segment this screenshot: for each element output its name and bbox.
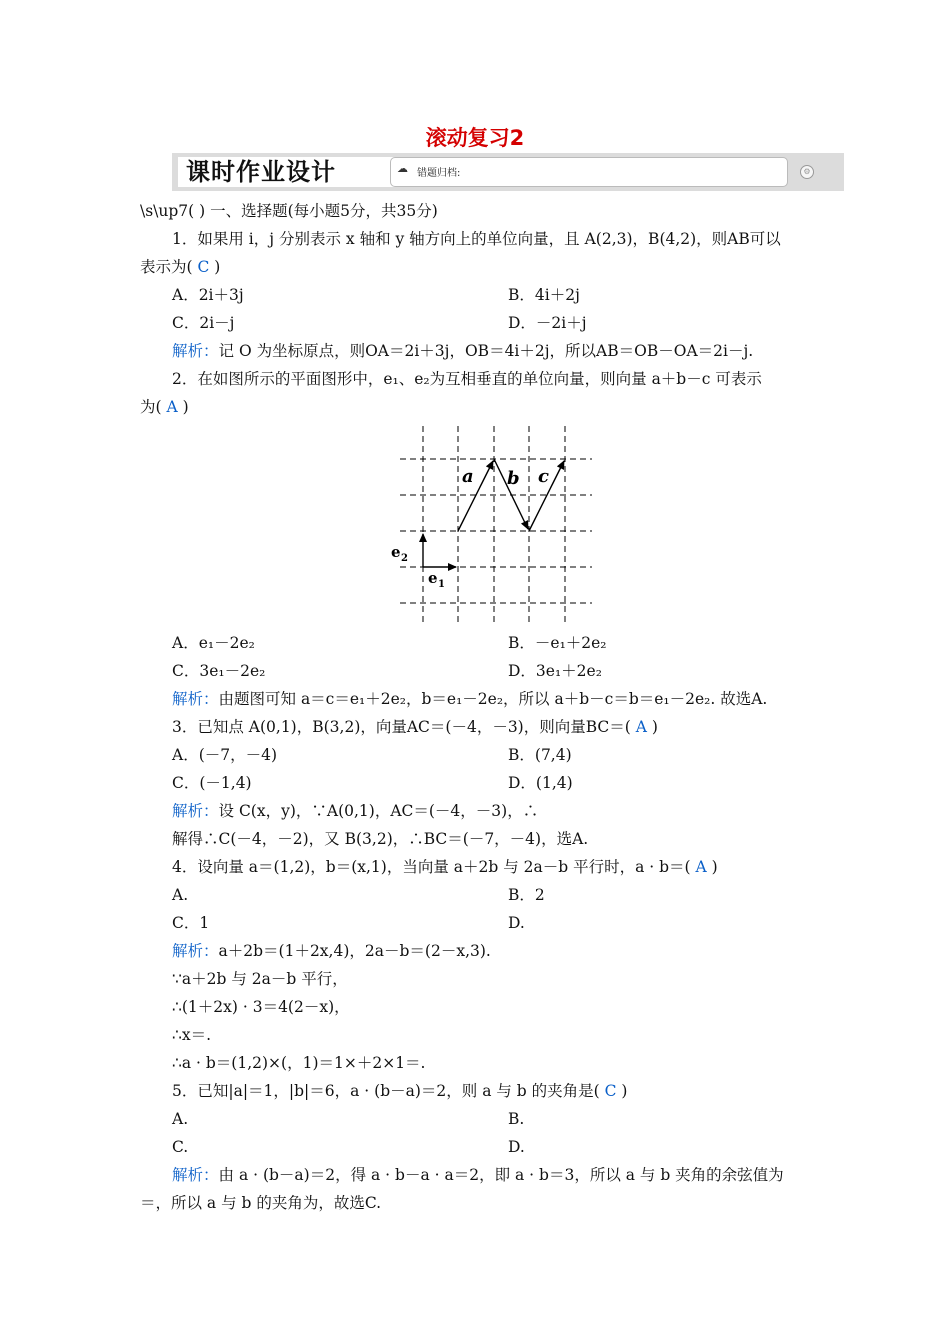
error-archive-box[interactable] [390,157,788,187]
q5-answer: C [604,1082,617,1100]
q3-option-b: B．(7,4) [508,746,572,764]
q2-option-b: B．－e₁＋2e₂ [508,634,607,652]
q2-option-d: D．3e₁＋2e₂ [508,662,602,680]
q4-option-c: C．1 [172,914,210,932]
q4-option-a: A. [172,886,189,904]
q2-stem: 2．在如图所示的平面图形中，e₁、e₂为互相垂直的单位向量，则向量 a＋b－c 可表示 [172,370,762,388]
q3-option-d: D．(1,4) [508,774,573,792]
q1-option-b: B．4i＋2j [508,286,580,304]
banner-label: 课时作业设计 [178,157,522,187]
q5-option-a: A. [172,1110,189,1128]
q1-stem: 1．如果用 i，j 分别表示 x 轴和 y 轴方向上的单位向量，且 A(2,3)，B(4,2)，则AB可以 [172,230,781,248]
q3-option-a: A．(－7，－4) [172,746,278,764]
label-b: b [507,468,520,489]
q1-analysis: 解析：记 O 为坐标原点，则OA＝2i＋3j，OB＝4i＋2j，所以AB＝OB－OA＝2i－j. [172,342,754,360]
q4-analysis-line3: ∴(1＋2x) · 3＝4(2－x)， [172,998,350,1016]
q2-answer: A [166,398,178,416]
q4-analysis-line5: ∴a · b＝(1,2)×(，1)＝1×＋2×1＝. [172,1054,426,1072]
q2-option-a: A．e₁－2e₂ [172,634,255,652]
q5-option-d: D. [508,1138,525,1156]
q4-answer: A [695,858,707,876]
q4-analysis-line2: ∵a＋2b 与 2a－b 平行， [172,970,348,988]
q5-analysis-line2: ＝，所以 a 与 b 的夹角为，故选C. [140,1194,382,1212]
q5-option-b: B. [508,1110,525,1128]
q1-option-d: D．－2i＋j [508,314,587,332]
q5-analysis: 解析：由 a · (b－a)＝2，得 a · b－a · a＝2，即 a · b＝3，所以 a 与 b 夹角的余弦值为 [172,1166,784,1184]
q2-analysis: 解析：由题图可知 a＝c＝e₁＋2e₂，b＝e₁－2e₂，所以 a＋b－c＝b＝e₁－2e₂. 故选A. [172,690,768,708]
q5-stem: 5．已知|a|＝1，|b|＝6，a · (b－a)＝2，则 a 与 b 的夹角是( C ) [172,1082,628,1100]
q3-analysis-line2: 解得∴C(－4，－2)，又 B(3,2)，∴BC＝(－7，－4)，选A. [172,830,589,848]
section-header: \s\up7( ) 一、选择题(每小题5分，共35分) [140,202,438,220]
vector-figure [391,426,596,622]
q3-stem: 3．已知点 A(0,1)，B(3,2)，向量AC＝(－4，－3)，则向量BC＝( A ) [172,718,658,736]
q2-option-c: C．3e₁－2e₂ [172,662,266,680]
gear-icon[interactable]: ⚙ [800,165,814,179]
q3-analysis: 解析：设 C(x，y)，∵A(0,1)，AC＝(－4，－3)，∴ [172,802,539,820]
q4-analysis: 解析：a＋2b＝(1＋2x,4)，2a－b＝(2－x,3). [172,942,491,960]
q3-option-c: C．(－1,4) [172,774,252,792]
label-a: a [462,466,474,487]
label-e1-sub: 1 [438,579,445,590]
label-e1: e [428,569,438,587]
q4-stem: 4．设向量 a＝(1,2)，b＝(x,1)，当向量 a＋2b 与 2a－b 平行时，a · b＝( A ) [172,858,718,876]
error-archive-label: 错题归档: [417,168,461,179]
q4-option-b: B．2 [508,886,545,904]
q2-stem-line2: 为( A ) [140,398,189,416]
q1-option-c: C．2i－j [172,314,235,332]
grid-lines [400,426,592,622]
q1-stem-line2: 表示为( C ) [140,258,221,276]
banner [172,153,844,191]
q4-option-d: D. [508,914,525,932]
q1-option-a: A．2i＋3j [172,286,244,304]
label-c: c [538,466,549,487]
cloud-icon: ☁ [397,162,408,175]
page-title: 滚动复习2 [425,126,525,150]
q1-answer: C [197,258,210,276]
q3-answer: A [635,718,647,736]
q5-option-c: C. [172,1138,189,1156]
label-e2-sub: 2 [401,553,408,564]
q4-analysis-line4: ∴x＝. [172,1026,212,1044]
label-e2: e [391,543,401,561]
